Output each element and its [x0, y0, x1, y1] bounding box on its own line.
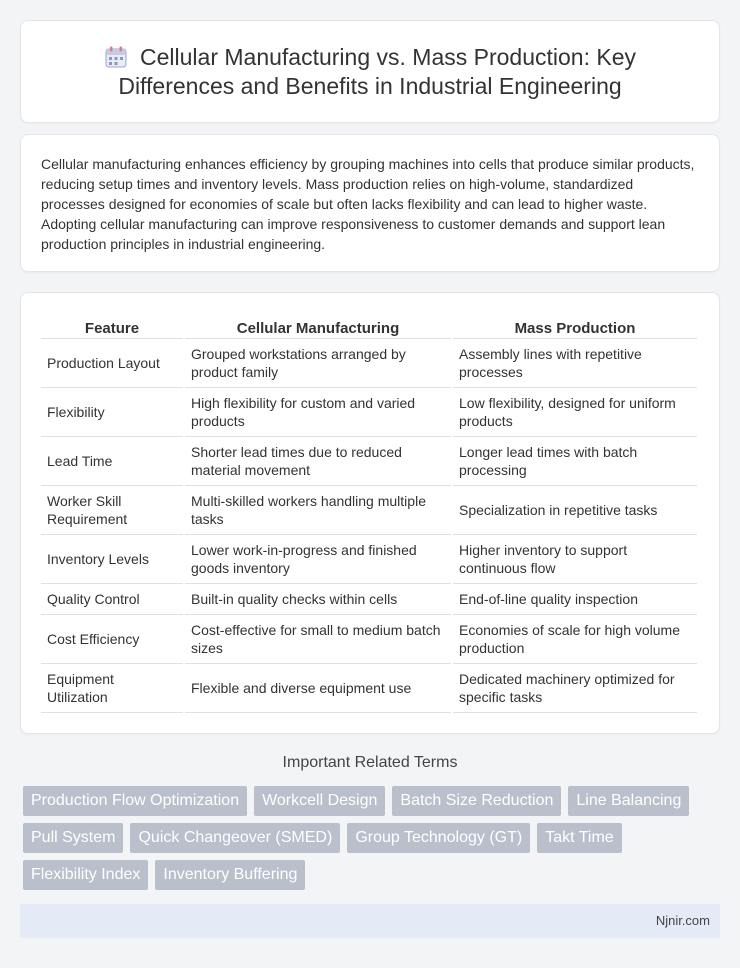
- comparison-table-card: [20, 292, 720, 734]
- comparison-table: [39, 311, 699, 713]
- cell-feature: Inventory Levels: [41, 535, 183, 584]
- related-term-tag[interactable]: Production Flow Optimization: [23, 786, 247, 816]
- page-title: [70, 43, 670, 101]
- header-mass: Mass Production: [453, 311, 697, 339]
- footer-source[interactable]: Njnir.com: [655, 913, 710, 928]
- related-term-tag[interactable]: Batch Size Reduction: [392, 786, 561, 816]
- cell-mass: Higher inventory to support continuous flow: [453, 535, 697, 584]
- cell-cellular: Shorter lead times due to reduced material movement: [185, 437, 451, 486]
- related-term-tag[interactable]: Group Technology (GT): [347, 823, 530, 853]
- related-term-tag[interactable]: Takt Time: [537, 823, 621, 853]
- table-row: [41, 388, 697, 437]
- cell-mass: Dedicated machinery optimized for specific tasks: [453, 664, 697, 713]
- cell-cellular: Lower work-in-progress and finished goods inventory: [185, 535, 451, 584]
- table-header-row: [41, 311, 697, 339]
- related-term-tag[interactable]: Inventory Buffering: [155, 860, 305, 890]
- cell-cellular: Flexible and diverse equipment use: [185, 664, 451, 713]
- summary-card: [20, 134, 720, 272]
- footer: [20, 904, 720, 938]
- table-row: [41, 339, 697, 388]
- table-row: [41, 486, 697, 535]
- cell-mass: Assembly lines with repetitive processes: [453, 339, 697, 388]
- cell-feature: Cost Efficiency: [41, 615, 183, 664]
- cell-cellular: Built-in quality checks within cells: [185, 584, 451, 615]
- cell-feature: Production Layout: [41, 339, 183, 388]
- header-feature: Feature: [41, 311, 183, 339]
- table-row: [41, 584, 697, 615]
- cell-cellular: Grouped workstations arranged by product family: [185, 339, 451, 388]
- related-terms-list: [23, 786, 723, 897]
- cell-feature: Lead Time: [41, 437, 183, 486]
- cell-mass: Economies of scale for high volume production: [453, 615, 697, 664]
- calendar-icon: [104, 46, 128, 68]
- cell-mass: End-of-line quality inspection: [453, 584, 697, 615]
- header-cellular: Cellular Manufacturing: [185, 311, 451, 339]
- table-row: [41, 615, 697, 664]
- cell-mass: Longer lead times with batch processing: [453, 437, 697, 486]
- table-row: [41, 437, 697, 486]
- cell-cellular: Cost-effective for small to medium batch sizes: [185, 615, 451, 664]
- related-term-tag[interactable]: Flexibility Index: [23, 860, 148, 890]
- related-term-tag[interactable]: Quick Changeover (SMED): [130, 823, 340, 853]
- cell-cellular: High flexibility for custom and varied products: [185, 388, 451, 437]
- table-row: [41, 664, 697, 713]
- cell-feature: Worker Skill Requirement: [41, 486, 183, 535]
- cell-mass: Low flexibility, designed for uniform products: [453, 388, 697, 437]
- cell-cellular: Multi-skilled workers handling multiple tasks: [185, 486, 451, 535]
- related-term-tag[interactable]: Line Balancing: [568, 786, 689, 816]
- related-term-tag[interactable]: Workcell Design: [254, 786, 385, 816]
- cell-feature: Flexibility: [41, 388, 183, 437]
- cell-feature: Equipment Utilization: [41, 664, 183, 713]
- cell-feature: Quality Control: [41, 584, 183, 615]
- related-terms-heading: Important Related Terms: [282, 754, 458, 771]
- table-row: [41, 535, 697, 584]
- title-card: [20, 20, 720, 123]
- page-title-text: Cellular Manufacturing vs. Mass Production: Key Differences and Benefits in Industrial Engineering: [118, 43, 636, 99]
- cell-mass: Specialization in repetitive tasks: [453, 486, 697, 535]
- summary-text: Cellular manufacturing enhances efficiency by grouping machines into cells that produce similar products, reducing setup times and inventory levels. Mass production relies on high-volume, standardized processes designed for economies of scale but often lacks flexibility and can lead to higher waste. Adopting cellular manufacturing can improve responsiveness to customer demands and support lean production principles in industrial engineering.: [41, 156, 695, 252]
- related-term-tag[interactable]: Pull System: [23, 823, 123, 853]
